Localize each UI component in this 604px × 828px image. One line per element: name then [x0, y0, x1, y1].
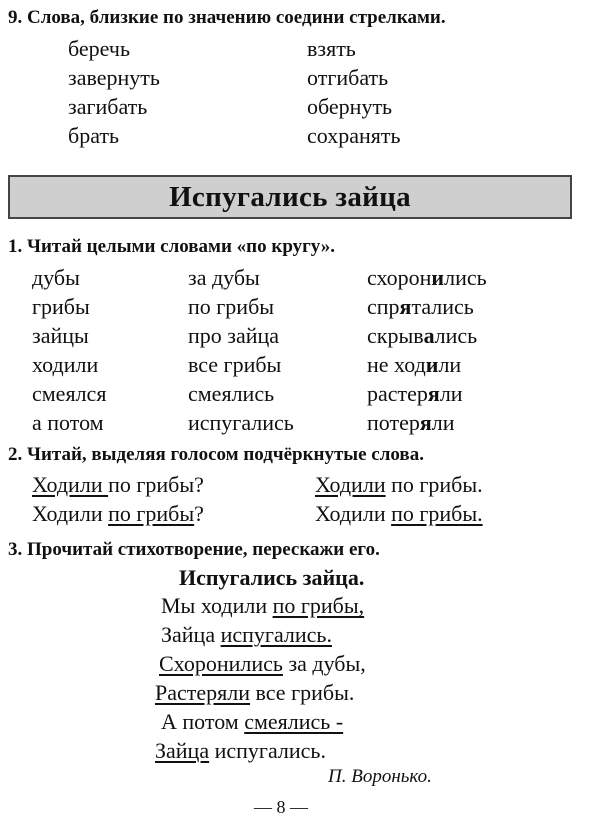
word: а потом	[32, 410, 104, 435]
underlined-word: испугались.	[220, 622, 332, 647]
sentence: Ходили по грибы.	[315, 501, 483, 526]
word-right: сохранять	[307, 123, 401, 148]
underlined-word: Зайца	[155, 738, 210, 763]
word: за дубы	[188, 265, 260, 290]
word: испугались	[188, 410, 294, 435]
word: ходили	[32, 352, 99, 377]
poem-line: Схоронились за дубы,	[159, 651, 366, 676]
task-9-title: 9. Слова, близкие по значению соедини стрелками.	[8, 7, 446, 28]
word: грибы	[32, 294, 90, 319]
stressed-vowel: я	[427, 381, 440, 406]
underlined-word: по грибы,	[272, 593, 365, 618]
word: по грибы	[188, 294, 275, 319]
page-number: — 8 —	[254, 797, 308, 817]
poem-line: Зайца испугались.	[161, 622, 332, 647]
task-2-title: 2. Читай, выделяя голосом подчёркнутые слова.	[8, 444, 424, 465]
sentence: Ходили по грибы.	[315, 472, 483, 497]
stressed-word: не ходили	[367, 352, 462, 377]
word-left: беречь	[68, 36, 130, 61]
word-left: брать	[68, 123, 120, 148]
stressed-word: схоронились	[367, 265, 487, 290]
word: смеялся	[32, 381, 107, 406]
stressed-vowel: и	[425, 352, 439, 377]
stressed-word: скрывались	[367, 323, 478, 348]
task-3-title: 3. Прочитай стихотворение, перескажи его.	[8, 539, 380, 560]
word: смеялись	[188, 381, 275, 406]
underlined-word: по грибы	[108, 501, 195, 526]
underlined-word: Схоронились	[159, 651, 283, 676]
word-left: загибать	[68, 94, 148, 119]
lesson-title: Испугались зайца	[169, 181, 411, 213]
underlined-word: Ходили	[315, 472, 386, 497]
stressed-vowel: я	[399, 294, 412, 319]
poem-line: Растеряли все грибы.	[155, 680, 355, 705]
stressed-word: растеряли	[367, 381, 463, 406]
word-left: завернуть	[68, 65, 160, 90]
stressed-word: потеряли	[367, 410, 455, 435]
word: дубы	[32, 265, 80, 290]
task-1-title: 1. Читай целыми словами «по кругу».	[8, 236, 335, 257]
word: зайцы	[32, 323, 89, 348]
underlined-word: Растеряли	[155, 680, 251, 705]
stressed-vowel: я	[419, 410, 432, 435]
poem-line: Мы ходили по грибы,	[161, 593, 365, 618]
poem-title: Испугались зайца.	[179, 565, 365, 590]
stressed-vowel: и	[431, 265, 445, 290]
word-right: отгибать	[307, 65, 389, 90]
sentence: Ходили по грибы?	[32, 501, 204, 526]
lesson-title-banner	[8, 175, 572, 219]
underlined-word: Ходили	[32, 472, 109, 497]
poem-line: А потом смеялись -	[161, 709, 344, 734]
sentence: Ходили по грибы?	[32, 472, 204, 497]
stressed-vowel: а	[423, 323, 435, 348]
word: все грибы	[188, 352, 282, 377]
poem-line: Зайца испугались.	[155, 738, 326, 763]
word-right: обернуть	[307, 94, 393, 119]
word: про зайца	[188, 323, 280, 348]
word-right: взять	[307, 36, 356, 61]
poem-author: П. Воронько.	[328, 766, 432, 787]
underlined-word: смеялись -	[244, 709, 344, 734]
stressed-word: спрятались	[367, 294, 474, 319]
underlined-word: по грибы.	[391, 501, 483, 526]
